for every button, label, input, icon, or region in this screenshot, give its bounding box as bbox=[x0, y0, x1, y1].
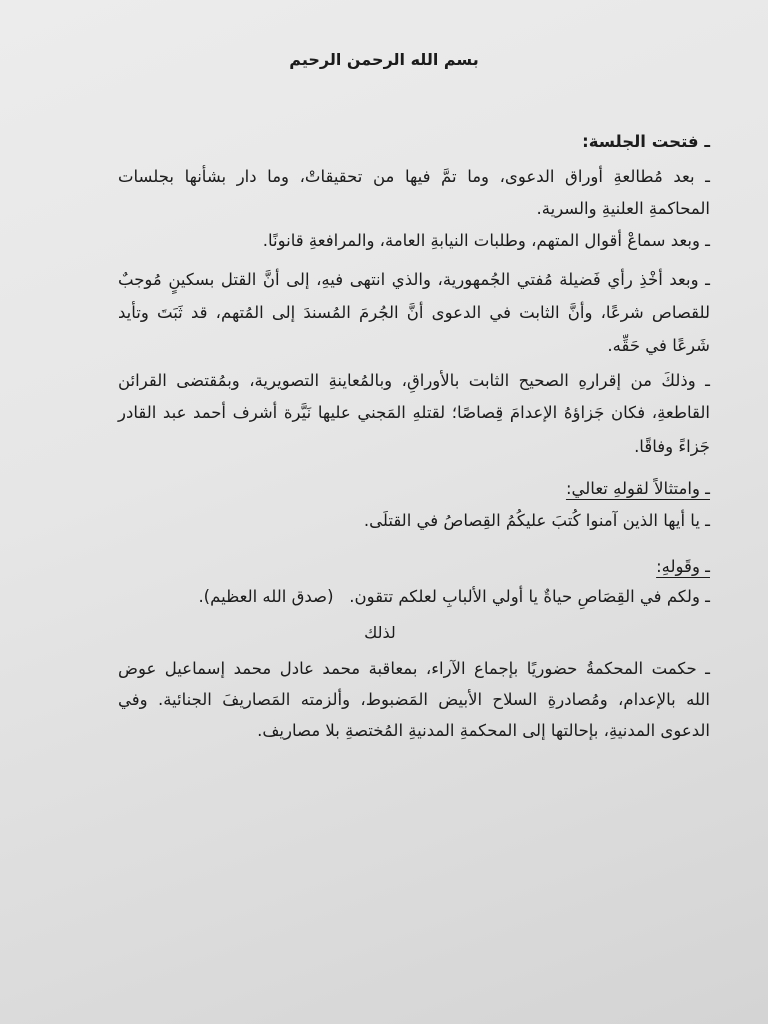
quran-heading-text: ـ وامتثالاً لقولهِ تعالي: bbox=[565, 479, 710, 498]
second-verse-heading bbox=[118, 556, 710, 578]
quran-heading bbox=[118, 478, 710, 500]
therefore-label: لذلك bbox=[364, 623, 396, 642]
paragraph-line: المحاكمةِ العلنيةِ والسرية. bbox=[536, 199, 710, 218]
verse-text: ـ ولكم في القِصَاصِ حياةٌ يا أولي الألبابِ لعلكم تتقون. bbox=[349, 587, 710, 606]
paragraph-line: للقصاص شرعًا، وأنَّ الثابت في الدعوى أنَّ الجُرمَ المُسندَ إلى المُتهم، قد ثَبَتَ وتأيد bbox=[118, 303, 710, 322]
verdict-line: الله بالإعدام، ومُصادرةِ السلاح الأبيض المَضبوط، وألزمته المَصاريفَ الجنائية. وفي bbox=[118, 690, 710, 709]
paragraph-line: ـ وذلكَ من إقرارهِ الصحيح الثابت بالأوراقِ، وبالمُعاينةِ التصويرية، وبمُقتضى القرائن bbox=[118, 371, 710, 390]
verse-line bbox=[118, 586, 710, 608]
verdict-line: الدعوى المدنيةِ، بإحالتها إلى المحكمةِ المدنيةِ المُختصةِ بلا مصاريف. bbox=[257, 721, 710, 740]
verdict-line: ـ حكمت المحكمةُ حضوريًا بإجماع الآراء، بمعاقبة محمد عادل محمد إسماعيل عوض bbox=[118, 659, 710, 678]
paragraph-line: القاطعةِ، فكان جَزاؤهُ الإعدامَ قِصاصًا؛ لقتلهِ المَجني عليها نَيَّرة أشرف أحمد عبد القادر bbox=[118, 403, 710, 422]
second-verse-heading-text: ـ وقَولهِ: bbox=[656, 557, 710, 576]
paragraph-line: ـ وبعد سماعْ أقوال المتهم، وطلبات النيابةِ العامة، والمرافعةِ قانونًا. bbox=[262, 231, 710, 250]
session-opened-heading: ـ فتحت الجلسة: bbox=[582, 132, 710, 151]
paragraph-line: ـ بعد مُطالعةِ أوراق الدعوى، وما تمَّ فيها من تحقيقاتْ، وما دار بشأنها بجلسات bbox=[118, 167, 710, 186]
paragraph-line: جَزاءً وفاقًا. bbox=[634, 437, 710, 456]
basmala-heading: بسم الله الرحمن الرحيم bbox=[289, 50, 479, 69]
verse-suffix: (صدق الله العظيم). bbox=[198, 587, 334, 606]
paragraph-line: شَرعًا في حَقِّه. bbox=[607, 336, 710, 355]
verse-line: ـ يا أيها الذين آمنوا كُتبَ عليكُمُ القِصاصُ في القتلَى. bbox=[363, 511, 710, 530]
paragraph-line: ـ وبعد أخْذِ رأي فَضيلة مُفتي الجُمهورية، والذي انتهى فيهِ، إلى أنَّ القتل بسكينٍ مُوجبٌ bbox=[118, 270, 710, 289]
